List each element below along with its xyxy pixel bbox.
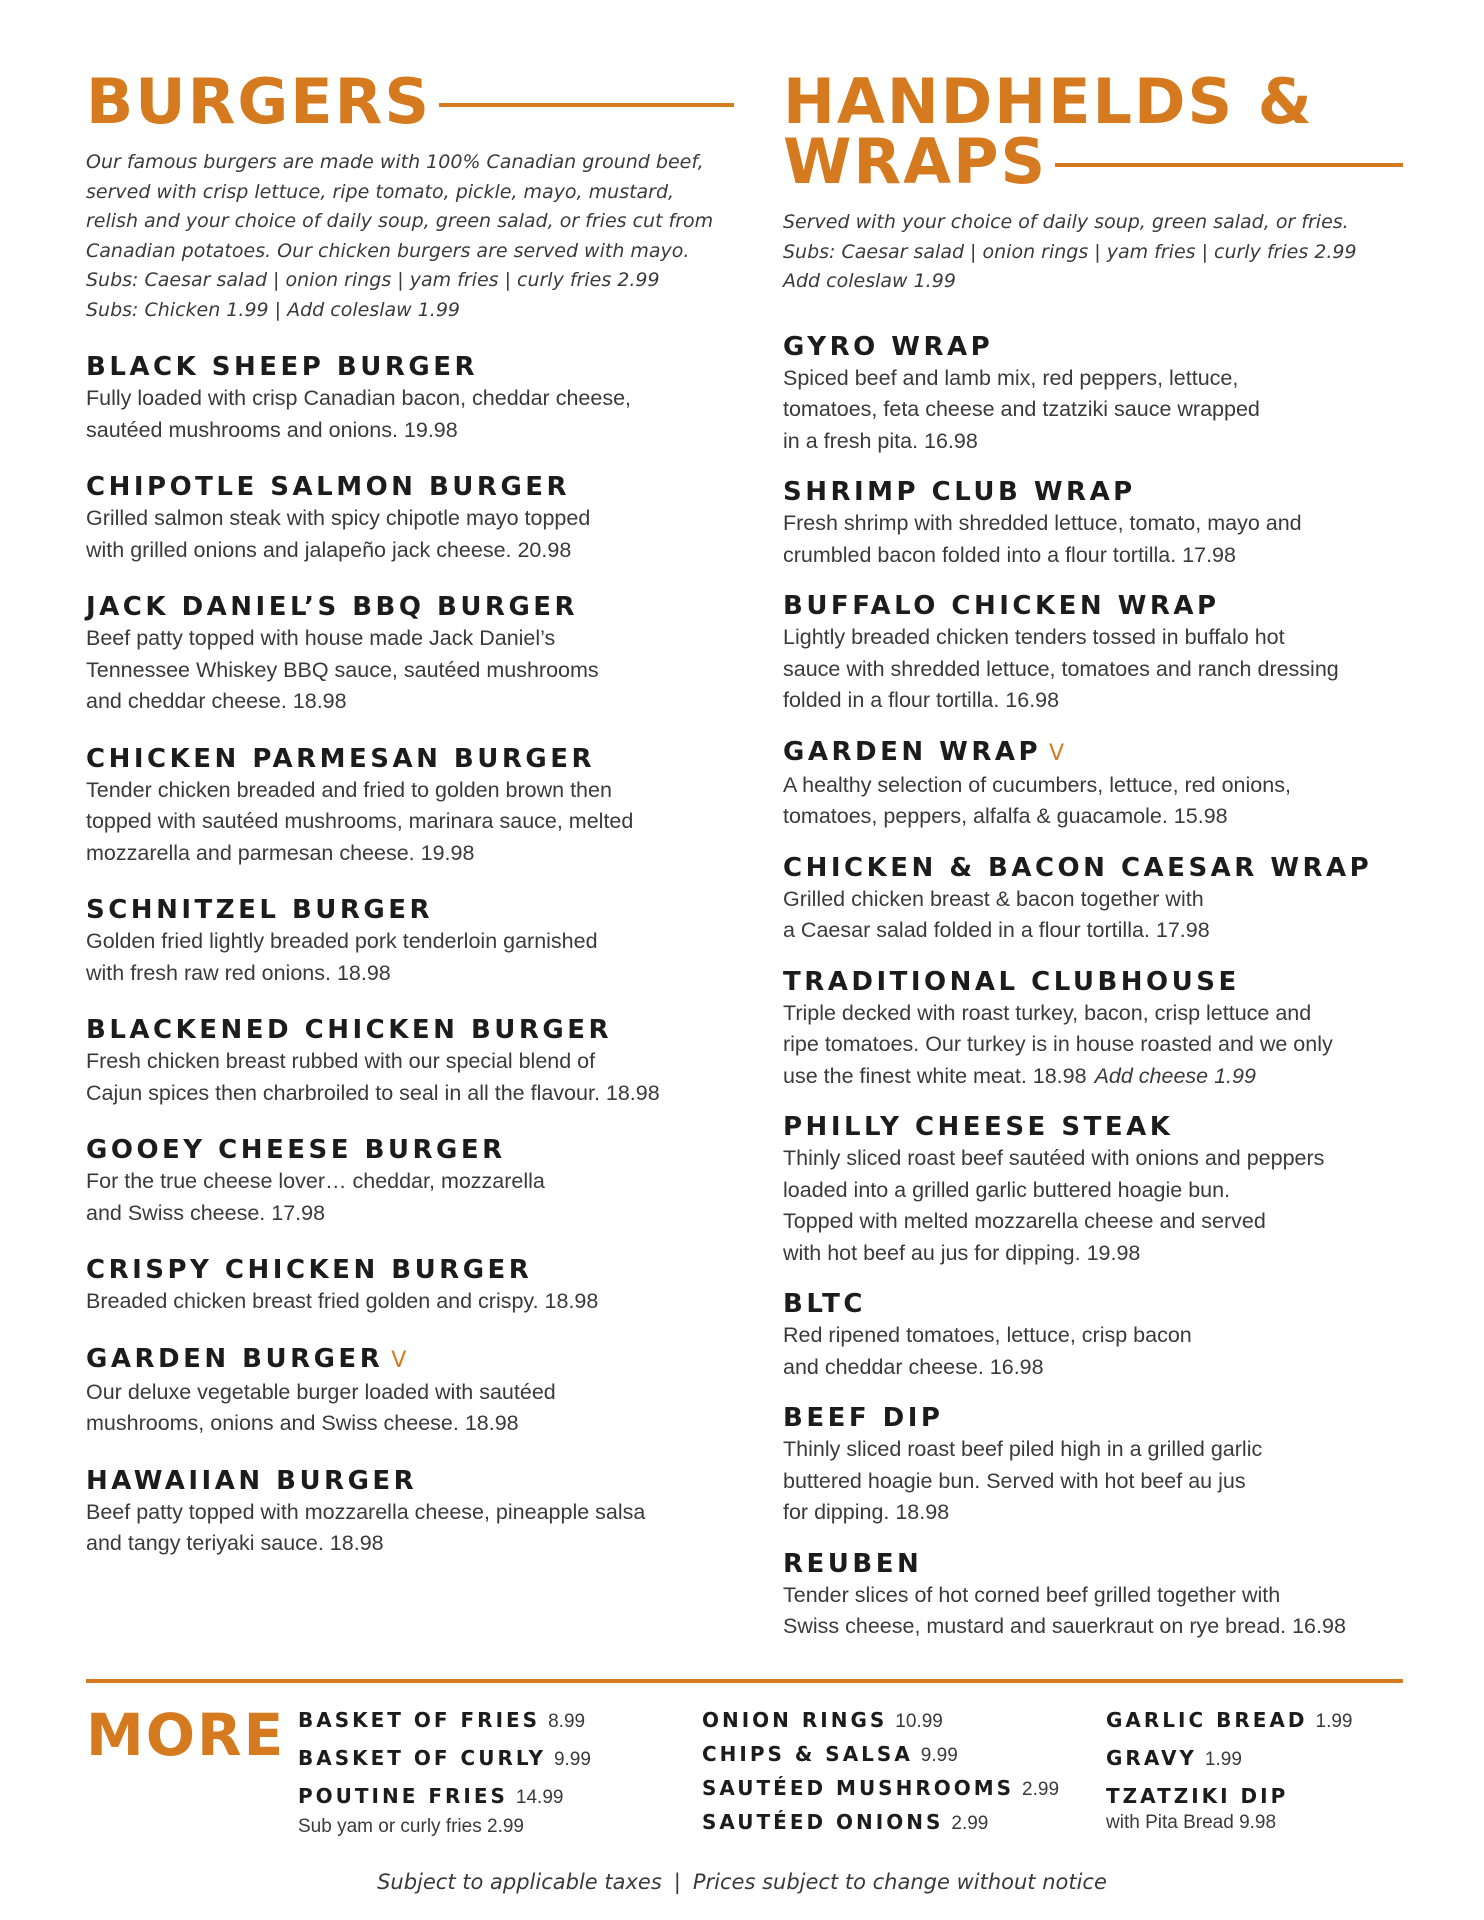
menu-item-description-text: with fresh raw red onions. 18.98 <box>86 960 391 985</box>
menu-item-description-line <box>86 383 734 415</box>
menu-item-description-line <box>86 415 734 447</box>
menu-item-description-text: For the true cheese lover… cheddar, mozzarella <box>86 1169 545 1193</box>
menu-item-description-line <box>783 540 1403 572</box>
menu-item-description <box>783 1580 1403 1643</box>
menu-item-description-text: buttered hoagie bun. Served with hot beef au jus <box>783 1468 1246 1493</box>
footer-prices: Prices subject to change without notice <box>692 1870 1107 1894</box>
menu-item-description <box>86 926 734 989</box>
menu-item-description-text: Our deluxe vegetable burger loaded with sautéed <box>86 1379 556 1404</box>
footer-note <box>0 1870 1484 1894</box>
menu-item-description <box>86 1046 734 1109</box>
menu-item-name <box>86 471 734 503</box>
menu-item-description <box>783 1434 1403 1529</box>
menu-item-title: SCHNITZEL BURGER <box>86 895 434 925</box>
more-column-1 <box>298 1708 591 1838</box>
menu-item-description <box>783 1320 1403 1383</box>
menu-item-name <box>783 1288 1403 1320</box>
menu-item <box>86 894 734 989</box>
vegetarian-badge: V <box>1049 740 1065 766</box>
menu-item <box>783 1548 1403 1643</box>
vegetarian-badge: V <box>391 1347 407 1373</box>
menu-item-name <box>783 736 1403 770</box>
menu-item-description-line <box>86 958 734 990</box>
menu-item-title: CHICKEN PARMESAN BURGER <box>86 743 595 774</box>
menu-item-title: JACK DANIEL’S BBQ BURGER <box>86 592 579 622</box>
burgers-intro-line: Canadian potatoes. Our chicken burgers are served with mayo. <box>86 239 690 262</box>
handhelds-section <box>783 65 1403 1643</box>
menu-item-title: GARDEN WRAP <box>783 736 1042 767</box>
menu-item-description <box>783 508 1403 571</box>
menu-item-title: HAWAIIAN BURGER <box>86 1465 418 1496</box>
more-item <box>298 1746 591 1784</box>
menu-item-description <box>86 503 734 566</box>
menu-item-description-text: sauce with shredded lettuce, tomatoes and ranch dressing <box>783 656 1339 681</box>
menu-item-description-line <box>86 1078 734 1110</box>
more-item-price: 1.99 <box>1204 1749 1242 1770</box>
menu-item-description-text: folded in a flour tortilla. 16.98 <box>783 688 1060 712</box>
more-item <box>1106 1708 1353 1746</box>
menu-item-description <box>783 363 1403 458</box>
menu-item-description-line <box>86 535 734 567</box>
menu-item-name <box>86 743 734 775</box>
burgers-intro-line: relish and your choice of daily soup, green salad, or fries cut from <box>86 210 714 232</box>
menu-item-description-text: Spiced beef and lamb mix, red peppers, lettuce, <box>783 365 1239 390</box>
burgers-section <box>86 65 734 1560</box>
more-item-price: 1.99 <box>1315 1711 1353 1732</box>
menu-item-description-text: Beef patty topped with mozzarella cheese, pineapple salsa <box>86 1499 646 1524</box>
handhelds-title-line2: WRAPS <box>783 125 1048 198</box>
more-item-price: 8.99 <box>548 1711 586 1732</box>
menu-item-description-text: sautéed mushrooms and onions. 19.98 <box>86 417 458 442</box>
menu-item-description <box>783 622 1403 717</box>
menu-item <box>86 1014 734 1109</box>
burgers-title-rule <box>439 103 734 107</box>
menu-item-description-line <box>86 775 734 807</box>
menu-item-title: REUBEN <box>783 1548 923 1579</box>
handhelds-intro-line: Served with your choice of daily soup, green salad, or fries. <box>783 211 1349 233</box>
menu-item-description-line <box>783 363 1403 395</box>
menu-item <box>783 736 1403 833</box>
menu-item-name <box>86 1014 734 1046</box>
menu-item-description-line <box>783 1029 1403 1061</box>
menu-item-description-line <box>783 801 1403 833</box>
menu-item-description <box>86 775 734 870</box>
footer-taxes: Subject to applicable taxes <box>377 1870 662 1894</box>
menu-item-description-text: Topped with melted mozzarella cheese and served <box>783 1209 1266 1233</box>
menu-item-description-line <box>783 426 1403 458</box>
menu-item <box>783 331 1403 458</box>
menu-item <box>783 852 1403 947</box>
menu-item-description-line <box>783 1497 1403 1529</box>
menu-item-description-line <box>86 623 734 655</box>
menu-item-title: CHIPOTLE SALMON BURGER <box>86 472 571 502</box>
more-item-note: Sub yam or curly fries 2.99 <box>298 1816 524 1837</box>
more-divider <box>86 1679 1403 1683</box>
menu-item-title: BLACKENED CHICKEN BURGER <box>86 1015 613 1045</box>
more-item-price: 10.99 <box>895 1711 943 1732</box>
menu-item-description-line <box>783 770 1403 802</box>
burgers-intro-line: Our famous burgers are made with 100% Canadian ground beef, <box>86 151 704 173</box>
menu-item-description-text: with grilled onions and jalapeño jack cheese. 20.98 <box>86 537 572 562</box>
menu-item-description-text: Fresh shrimp with shredded lettuce, tomato, mayo and <box>783 511 1302 535</box>
menu-item-name <box>783 1402 1403 1434</box>
menu-item-description-text: Beef patty topped with house made Jack Daniel’s <box>86 626 556 650</box>
more-item <box>298 1708 591 1746</box>
menu-item-description-text: Triple decked with roast turkey, bacon, crisp lettuce and <box>783 1000 1312 1025</box>
menu-item-description-line <box>783 685 1403 717</box>
menu-item-description-line <box>783 394 1403 426</box>
menu-item <box>86 743 734 870</box>
more-item <box>1106 1746 1353 1784</box>
menu-item-description <box>783 1143 1403 1269</box>
menu-item-name <box>86 351 734 383</box>
menu-item-description-text: for dipping. 18.98 <box>783 1500 950 1524</box>
menu-item-description-line <box>783 1580 1403 1612</box>
menu-item-title: BLTC <box>783 1289 866 1319</box>
menu-item-description-line <box>86 1528 734 1560</box>
more-item-name: POUTINE FRIES <box>298 1784 508 1808</box>
more-item-name: SAUTÉED MUSHROOMS <box>702 1776 1015 1800</box>
more-item-name: BASKET OF CURLY <box>298 1746 546 1770</box>
menu-item-description <box>783 884 1403 947</box>
menu-item-description-text: mozzarella and parmesan cheese. 19.98 <box>86 840 475 865</box>
menu-item <box>783 1111 1403 1269</box>
menu-item-title: GYRO WRAP <box>783 331 994 362</box>
menu-item-title: BEEF DIP <box>783 1403 944 1433</box>
menu-item <box>783 966 1403 1093</box>
menu-item-description-text: Tender chicken breaded and fried to golden brown then <box>86 777 612 802</box>
menu-item-name <box>86 1254 734 1286</box>
menu-item-description-text: in a fresh pita. 16.98 <box>783 428 978 453</box>
handhelds-title-rule <box>1055 163 1403 167</box>
more-item-name: CHIPS & SALSA <box>702 1742 913 1766</box>
menu-item-title: CHICKEN & BACON CAESAR WRAP <box>783 852 1373 883</box>
menu-item <box>86 1254 734 1318</box>
menu-item-description-text: tomatoes, feta cheese and tzatziki sauce wrapped <box>783 397 1260 421</box>
menu-item-description-line <box>86 1286 734 1318</box>
menu-item-description-line <box>783 998 1403 1030</box>
menu-item <box>783 1402 1403 1529</box>
menu-item-description-text: and Swiss cheese. 17.98 <box>86 1200 326 1225</box>
menu-item <box>86 1465 734 1560</box>
menu-item-name <box>783 966 1403 998</box>
more-item-name: SAUTÉED ONIONS <box>702 1810 944 1834</box>
menu-item-description-text: Thinly sliced roast beef sautéed with onions and peppers <box>783 1146 1325 1170</box>
menu-item-description-line <box>783 1061 1403 1093</box>
menu-item-description-text: Fresh chicken breast rubbed with our special blend of <box>86 1049 596 1073</box>
burgers-intro-line: Subs: Chicken 1.99 | Add coleslaw 1.99 <box>86 298 460 321</box>
menu-item-description-text: ripe tomatoes. Our turkey is in house roasted and we only <box>783 1032 1333 1056</box>
menu-item-description-text: with hot beef au jus for dipping. 19.98 <box>783 1240 1141 1265</box>
menu-item <box>783 590 1403 717</box>
more-item-name: GRAVY <box>1106 1746 1197 1770</box>
menu-item-title: SHRIMP CLUB WRAP <box>783 477 1136 507</box>
more-item-price: 2.99 <box>951 1813 989 1834</box>
menu-item-name <box>783 476 1403 508</box>
menu-item-title: CRISPY CHICKEN BURGER <box>86 1255 533 1285</box>
menu-item-description-text: Red ripened tomatoes, lettuce, crisp bacon <box>783 1323 1192 1347</box>
menu-item-description-text: Fully loaded with crisp Canadian bacon, cheddar cheese, <box>86 386 631 410</box>
menu-item-description-line <box>86 655 734 687</box>
menu-item-description-text: loaded into a grilled garlic buttered hoagie bun. <box>783 1177 1231 1202</box>
menu-item-description-line <box>783 508 1403 540</box>
menu-item-description-text: Breaded chicken breast fried golden and crispy. 18.98 <box>86 1289 599 1313</box>
more-title: MORE <box>86 1701 286 1769</box>
menu-item-name <box>86 894 734 926</box>
menu-item-name <box>783 1111 1403 1143</box>
menu-item-description-line <box>783 1434 1403 1466</box>
menu-item-title: BUFFALO CHICKEN WRAP <box>783 591 1220 621</box>
more-item-price: 14.99 <box>515 1787 564 1808</box>
menu-item-description <box>86 383 734 446</box>
menu-item-description-text: a Caesar salad folded in a flour tortilla. 17.98 <box>783 918 1210 942</box>
handhelds-intro <box>783 208 1403 297</box>
more-item-name: GARLIC BREAD <box>1106 1708 1308 1732</box>
menu-item-description-line <box>783 884 1403 916</box>
menu-item <box>783 1288 1403 1383</box>
menu-item-description-text: tomatoes, peppers, alfalfa & guacamole. 15.98 <box>783 804 1228 828</box>
menu-item-description <box>86 623 734 718</box>
more-item-name: TZATZIKI DIP <box>1106 1784 1289 1808</box>
menu-item-description-line <box>783 654 1403 686</box>
menu-item-name <box>783 852 1403 884</box>
menu-item-title: GOOEY CHEESE BURGER <box>86 1135 506 1165</box>
burgers-intro-line: served with crisp lettuce, ripe tomato, pickle, mayo, mustard, <box>86 180 675 203</box>
menu-item-description-line <box>86 806 734 838</box>
menu-item-description-line <box>783 1611 1403 1643</box>
menu-item-description-line <box>783 1143 1403 1175</box>
menu-item-description-line <box>783 1352 1403 1384</box>
menu-item-description-text: Tennessee Whiskey BBQ sauce, sautéed mushrooms <box>86 657 599 682</box>
menu-item-description-line <box>86 1408 734 1440</box>
menu-item-title: BLACK SHEEP BURGER <box>86 352 478 382</box>
menu-item-description-text: Cajun spices then charbroiled to seal in all the flavour. 18.98 <box>86 1080 660 1105</box>
menu-item-name <box>86 591 734 623</box>
menu-item-description-line <box>783 1320 1403 1352</box>
more-column-2 <box>702 1708 1059 1844</box>
more-item-price: 9.99 <box>553 1749 591 1770</box>
menu-item-description-line <box>783 1206 1403 1238</box>
handhelds-intro-line: Subs: Caesar salad | onion rings | yam fries | curly fries 2.99 <box>783 240 1357 263</box>
menu-item-description-text: Golden fried lightly breaded pork tenderloin garnished <box>86 929 598 953</box>
handhelds-title-row <box>783 125 1403 198</box>
menu-item-description-line <box>783 1175 1403 1207</box>
menu-item-description-text: Tender slices of hot corned beef grilled together with <box>783 1582 1281 1607</box>
menu-item <box>783 476 1403 571</box>
more-item <box>702 1776 1059 1810</box>
handhelds-title-line1: HANDHELDS & <box>783 65 1314 138</box>
menu-item-description-line <box>86 838 734 870</box>
more-item-name: BASKET OF FRIES <box>298 1708 541 1732</box>
burgers-intro-line: Subs: Caesar salad | onion rings | yam fries | curly fries 2.99 <box>86 269 660 291</box>
menu-item-description-text: use the finest white meat. 18.98 <box>783 1063 1087 1088</box>
more-item-name: ONION RINGS <box>702 1708 888 1732</box>
menu-item-name <box>783 331 1403 363</box>
menu-item-name <box>783 1548 1403 1580</box>
menu-item-description-line <box>86 503 734 535</box>
menu-item-description-line <box>783 1466 1403 1498</box>
more-item-note: with Pita Bread 9.98 <box>1106 1812 1277 1833</box>
burgers-title: BURGERS <box>86 65 431 138</box>
menu-item-description-line <box>86 1497 734 1529</box>
footer-separator: | <box>673 1870 681 1894</box>
burgers-intro <box>86 148 734 325</box>
menu-item-description-line <box>86 1377 734 1409</box>
menu-item-description-line <box>783 622 1403 654</box>
menu-item-name <box>86 1134 734 1166</box>
menu-item-description <box>86 1497 734 1560</box>
menu-item-description-text: and cheddar cheese. 18.98 <box>86 689 347 713</box>
more-item-price: 9.99 <box>920 1745 958 1766</box>
menu-item-description-text: A healthy selection of cucumbers, lettuce, red onions, <box>783 772 1291 797</box>
menu-item-name <box>783 590 1403 622</box>
menu-item-description-line <box>86 1046 734 1078</box>
menu-item <box>86 1134 734 1229</box>
menu-item-description-text: topped with sautéed mushrooms, marinara sauce, melted <box>86 809 634 833</box>
more-item <box>702 1810 1059 1844</box>
menu-item-description <box>783 770 1403 833</box>
menu-item-name <box>86 1343 734 1377</box>
menu-item-title: GARDEN BURGER <box>86 1343 384 1374</box>
menu-item-description <box>86 1377 734 1440</box>
more-column-3 <box>1106 1708 1353 1834</box>
burgers-items <box>86 351 734 1560</box>
menu-item <box>86 1343 734 1440</box>
more-item <box>702 1708 1059 1742</box>
handhelds-items <box>783 331 1403 1643</box>
menu-item-description-text: Thinly sliced roast beef piled high in a grilled garlic <box>783 1437 1263 1461</box>
menu-item-description-line <box>86 686 734 718</box>
menu-item-title: PHILLY CHEESE STEAK <box>783 1112 1174 1142</box>
menu-item-description-text: Lightly breaded chicken tenders tossed in buffalo hot <box>783 625 1285 649</box>
menu-item <box>86 471 734 566</box>
menu-item-description-text: and tangy teriyaki sauce. 18.98 <box>86 1531 384 1555</box>
menu-item-name <box>86 1465 734 1497</box>
menu-item-description-line <box>86 1198 734 1230</box>
menu-item-description <box>86 1166 734 1229</box>
menu-item-description-text: Swiss cheese, mustard and sauerkraut on rye bread. 16.98 <box>783 1614 1346 1638</box>
menu-item <box>86 591 734 718</box>
more-item-price: 2.99 <box>1022 1779 1060 1800</box>
menu-item-description-text: Grilled salmon steak with spicy chipotle mayo topped <box>86 506 591 530</box>
menu-item-description-text: Grilled chicken breast & bacon together with <box>783 886 1204 911</box>
menu-item-description-text: mushrooms, onions and Swiss cheese. 18.98 <box>86 1411 519 1435</box>
menu-item-description-line <box>86 1166 734 1198</box>
more-item <box>702 1742 1059 1776</box>
handhelds-intro-line: Add coleslaw 1.99 <box>783 270 956 292</box>
menu-item-description-line <box>86 926 734 958</box>
menu-item-description <box>783 998 1403 1093</box>
menu-item-description <box>86 1286 734 1318</box>
menu-item-description-line <box>783 1238 1403 1270</box>
menu-item-description-text: and cheddar cheese. 16.98 <box>783 1354 1044 1379</box>
burgers-title-row <box>86 65 734 138</box>
menu-item-title: TRADITIONAL CLUBHOUSE <box>783 966 1240 997</box>
menu-item-addon: Add cheese 1.99 <box>1094 1063 1256 1088</box>
menu-item-description-text: crumbled bacon folded into a flour tortilla. 17.98 <box>783 542 1236 567</box>
menu-item <box>86 351 734 446</box>
menu-item-description-line <box>783 915 1403 947</box>
